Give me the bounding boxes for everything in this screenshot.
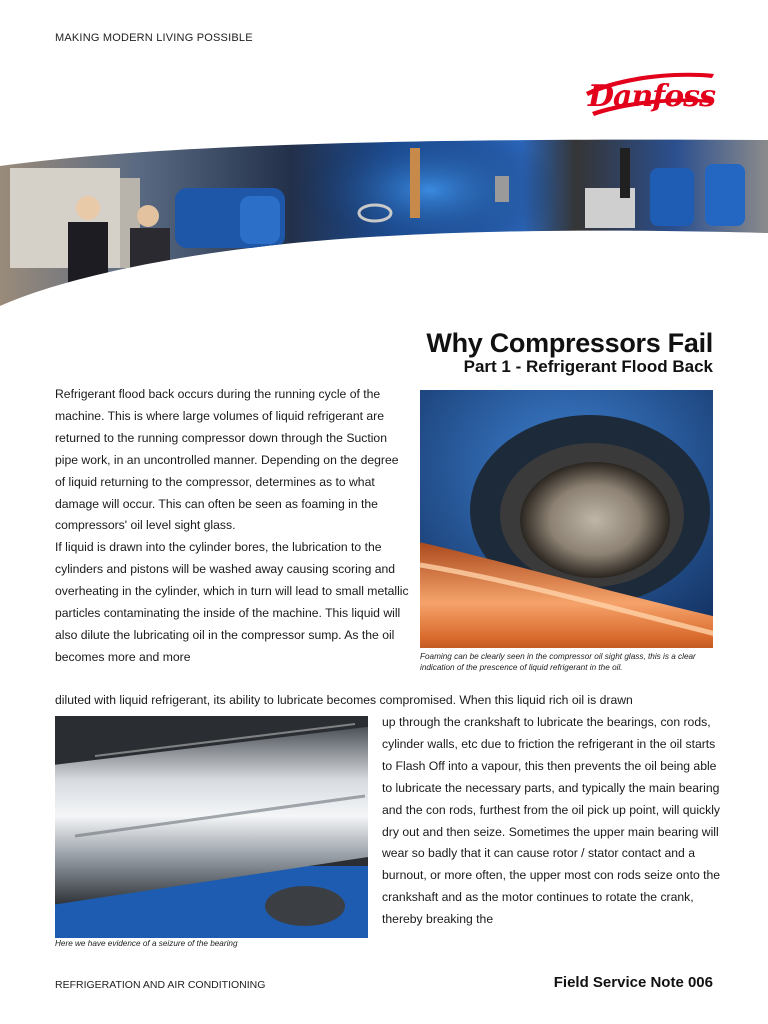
paragraph-2: If liquid is drawn into the cylinder bores, the lubrication to the cylinders and pistons will be washed away causing scoring and overheating in the cylinder, which in turn will lead to small metallic particles contaminating the inside of the machine. This liquid will also dilute the lubricating oil in the compressor sump. As the oil becomes more and more — [55, 540, 409, 664]
body-left-column — [55, 384, 410, 669]
footer-section-label: REFRIGERATION AND AIR CONDITIONING — [55, 979, 266, 991]
article-subtitle: Part 1 - Refrigerant Flood Back — [463, 357, 713, 376]
article-title: Why Compressors Fail — [426, 328, 713, 358]
danfoss-logo — [578, 56, 718, 118]
paragraph-2-continuation: up through the crankshaft to lubricate the bearings, con rods, cylinder walls, etc due to friction the refrigerant in the oil starts to Flash Off into a vapour, this then prevents the oil being able to lubricate the necessary parts, and typically the main bearing and the con rods, furthest from the oil pick up point, will quickly dry out and then seize. Sometimes the upper main bearing will wear so badly that it can cause rotor / stator contact and a burnout, or more often, the upper most con rods seize onto the crankshaft and as the motor continues to rotate the crank, thereby breaking the — [382, 715, 721, 927]
brand-tagline: MAKING MODERN LIVING POSSIBLE — [55, 32, 253, 44]
figure-caption-1: Foaming can be clearly seen in the compressor oil sight glass, this is a clear indication of the prescence of liquid refrigerant in the oil. — [420, 652, 696, 672]
sight-glass-foaming-photo — [420, 390, 713, 648]
svg-text:Danfoss: Danfoss — [588, 79, 715, 114]
header-photo-banner — [0, 138, 768, 313]
figure-caption-2: Here we have evidence of a seizure of the bearing — [55, 939, 238, 948]
bearing-seizure-photo — [55, 716, 368, 938]
footer-note-number: Field Service Note 006 — [553, 974, 713, 991]
paragraph-2-full-width-line: diluted with liquid refrigerant, its ability to lubricate becomes compromised. When this liquid rich oil is drawn — [55, 693, 633, 707]
paragraph-1: Refrigerant flood back occurs during the running cycle of the machine. This is where large volumes of liquid refrigerant are returned to the running compressor down through the Suction pipe work, in an uncontrolled manner. Depending on the degree of liquid returning to the compressor, determines as to what damage will occur. This can often be seen as foaming in the compressors' oil level sight glass. — [55, 387, 399, 533]
